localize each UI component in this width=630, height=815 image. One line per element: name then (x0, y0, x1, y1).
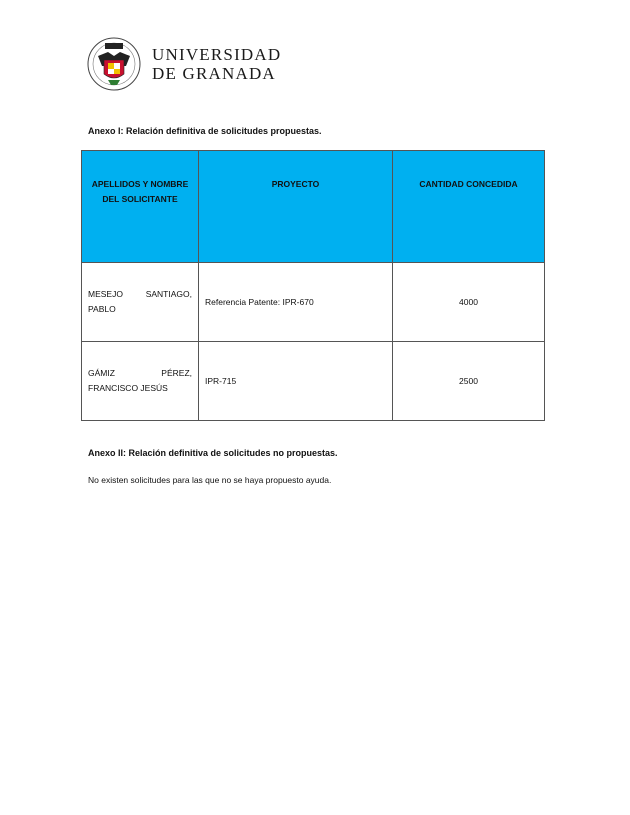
column-header-amount: CANTIDAD CONCEDIDA (393, 151, 545, 263)
applicant-name-cell (82, 342, 199, 421)
project-cell: IPR-715 (199, 342, 393, 421)
applicant-name-line1: MESEJO SANTIAGO, (88, 289, 192, 299)
table-row (82, 263, 545, 342)
amount-cell: 4000 (393, 263, 545, 342)
university-name-line1: UNIVERSIDAD (152, 45, 282, 64)
annex2-text: No existen solicitudes para las que no se haya propuesto ayuda. (88, 475, 332, 485)
column-header-applicant: APELLIDOS Y NOMBRE DEL SOLICITANTE (82, 151, 199, 263)
university-header (86, 36, 281, 92)
table-row (82, 342, 545, 421)
applicant-name-line1: GÁMIZ PÉREZ, (88, 368, 192, 378)
annex1-title: Anexo I: Relación definitiva de solicitudes propuestas. (88, 126, 322, 136)
applicant-name-line2: FRANCISCO JESÚS (88, 383, 168, 393)
university-name (152, 45, 281, 83)
table-header-row (82, 151, 545, 263)
applicant-name-line2: PABLO (88, 304, 116, 314)
proposals-table (81, 150, 545, 421)
university-name-line2: DE GRANADA (152, 64, 276, 83)
university-seal-icon (86, 36, 142, 92)
column-header-project: PROYECTO (199, 151, 393, 263)
applicant-name-cell (82, 263, 199, 342)
amount-cell: 2500 (393, 342, 545, 421)
project-cell: Referencia Patente: IPR-670 (199, 263, 393, 342)
annex2-title: Anexo II: Relación definitiva de solicitudes no propuestas. (88, 448, 338, 458)
